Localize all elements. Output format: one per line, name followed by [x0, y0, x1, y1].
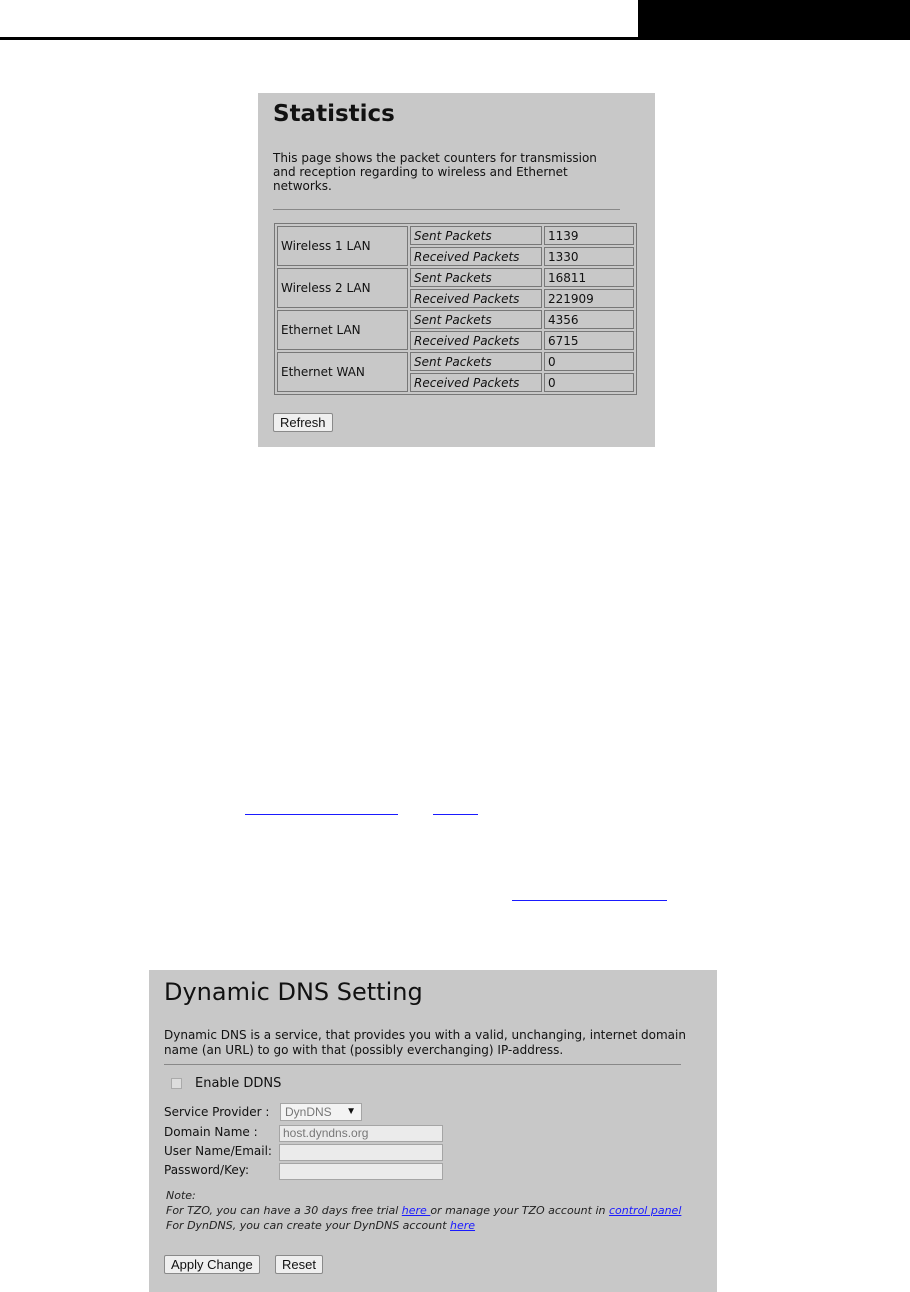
- service-provider-value: DynDNS: [285, 1105, 332, 1119]
- sent-packets-value: 1139: [544, 226, 634, 245]
- statistics-description: This page shows the packet counters for transmission and reception regarding to wireless and Ethernet networks.: [273, 151, 597, 193]
- username-label: User Name/Email:: [164, 1144, 272, 1158]
- ddns-title: Dynamic DNS Setting: [164, 978, 423, 1006]
- table-row: [277, 226, 634, 245]
- received-packets-label: Received Packets: [410, 373, 542, 392]
- refresh-button[interactable]: Refresh: [273, 413, 333, 432]
- service-provider-select[interactable]: [280, 1103, 362, 1121]
- domain-name-input[interactable]: host.dyndns.org: [279, 1125, 443, 1142]
- divider: [164, 1064, 681, 1065]
- reset-button[interactable]: Reset: [275, 1255, 323, 1274]
- sent-packets-value: 0: [544, 352, 634, 371]
- link-underline[interactable]: [512, 900, 667, 901]
- received-packets-value: 0: [544, 373, 634, 392]
- note-text: or manage your TZO account in: [430, 1204, 609, 1217]
- note-heading: Note:: [166, 1189, 196, 1202]
- enable-ddns-checkbox[interactable]: [171, 1078, 182, 1089]
- sent-packets-label: Sent Packets: [410, 226, 542, 245]
- received-packets-value: 1330: [544, 247, 634, 266]
- note-dyndns-line: [166, 1218, 716, 1233]
- note-text: For TZO, you can have a 30 days free trial: [166, 1204, 402, 1217]
- tzo-control-panel-link[interactable]: control panel: [608, 1204, 682, 1217]
- received-packets-label: Received Packets: [410, 331, 542, 350]
- service-provider-label: Service Provider :: [164, 1105, 270, 1119]
- ddns-panel: [149, 970, 717, 1292]
- enable-ddns-label: Enable DDNS: [195, 1076, 282, 1091]
- ddns-note: [166, 1188, 716, 1233]
- password-label: Password/Key:: [164, 1163, 250, 1177]
- interface-name: Ethernet WAN: [277, 352, 408, 392]
- interface-name: Ethernet LAN: [277, 310, 408, 350]
- received-packets-label: Received Packets: [410, 247, 542, 266]
- header-block: [638, 0, 910, 40]
- divider: [273, 209, 620, 210]
- apply-change-button[interactable]: Apply Change: [164, 1255, 260, 1274]
- received-packets-value: 6715: [544, 331, 634, 350]
- sent-packets-value: 4356: [544, 310, 634, 329]
- statistics-title: Statistics: [273, 101, 395, 127]
- username-input[interactable]: [279, 1144, 443, 1161]
- link-underline[interactable]: [245, 814, 398, 815]
- domain-name-label: Domain Name :: [164, 1125, 258, 1139]
- dropdown-arrow-icon: ▼: [346, 1106, 356, 1117]
- enable-ddns-row: [171, 1076, 281, 1091]
- header-rule: [0, 37, 638, 40]
- sent-packets-value: 16811: [544, 268, 634, 287]
- statistics-panel: [258, 93, 655, 447]
- table-row: [277, 310, 634, 329]
- statistics-table: [274, 223, 637, 395]
- sent-packets-label: Sent Packets: [410, 352, 542, 371]
- dyndns-create-link[interactable]: here: [450, 1219, 476, 1232]
- password-input[interactable]: [279, 1163, 443, 1180]
- interface-name: Wireless 2 LAN: [277, 268, 408, 308]
- tzo-trial-link[interactable]: here: [401, 1204, 431, 1217]
- table-row: [277, 268, 634, 287]
- note-tzo-line: [166, 1203, 716, 1218]
- link-underline[interactable]: [433, 814, 478, 815]
- note-text: For DynDNS, you can create your DynDNS account: [166, 1219, 451, 1232]
- interface-name: Wireless 1 LAN: [277, 226, 408, 266]
- sent-packets-label: Sent Packets: [410, 310, 542, 329]
- table-row: [277, 352, 634, 371]
- received-packets-value: 221909: [544, 289, 634, 308]
- sent-packets-label: Sent Packets: [410, 268, 542, 287]
- ddns-description: Dynamic DNS is a service, that provides you with a valid, unchanging, internet domain name (an URL) to go with that (possibly everchanging) IP-address.: [164, 1028, 686, 1057]
- received-packets-label: Received Packets: [410, 289, 542, 308]
